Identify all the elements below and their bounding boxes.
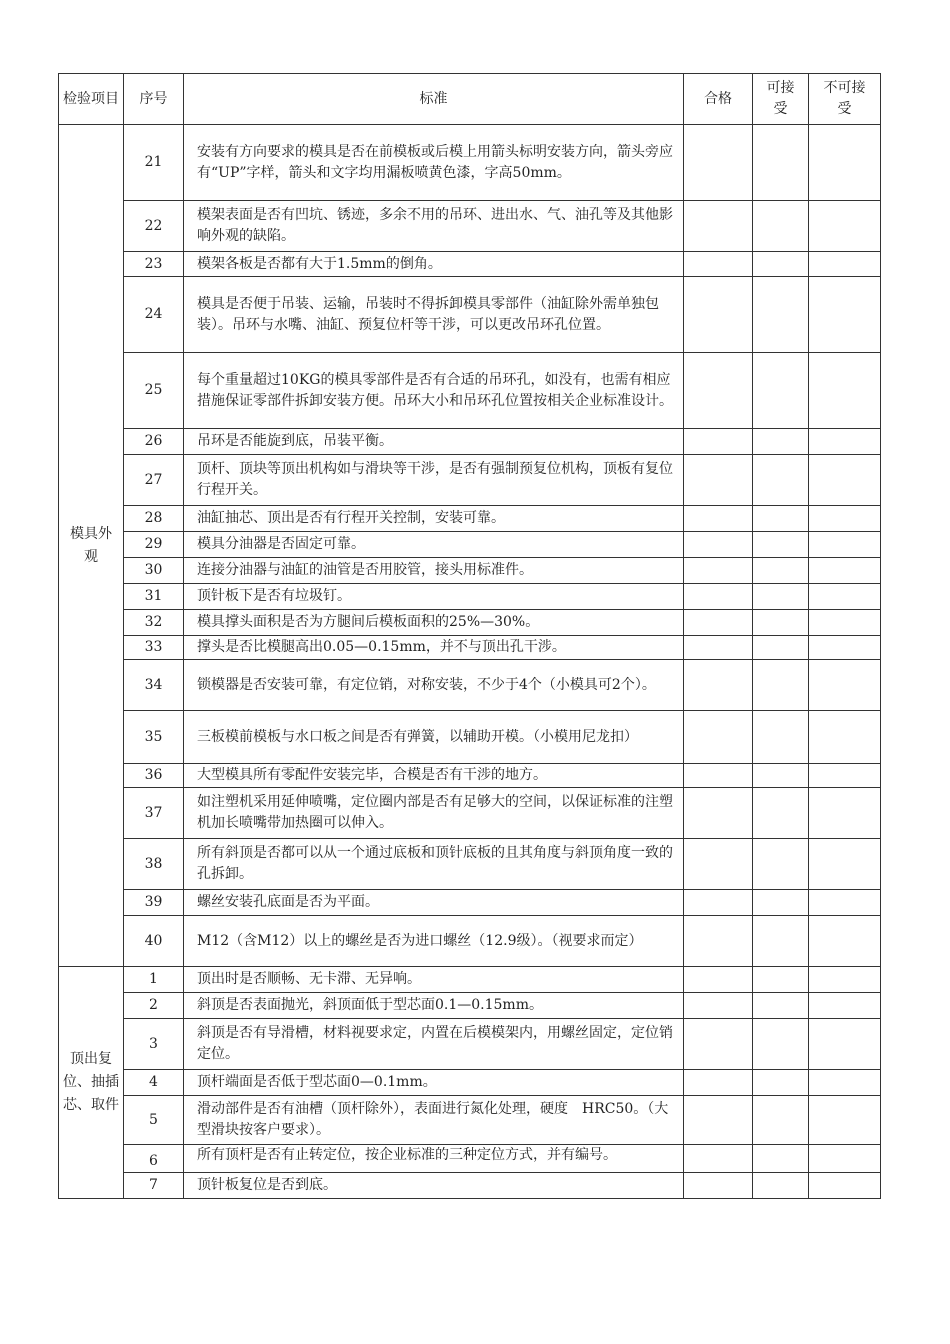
category-cell: 模具外观 — [59, 125, 124, 967]
seq-cell: 26 — [124, 429, 184, 455]
seq-cell: 2 — [124, 993, 184, 1019]
unacceptable-checkbox-cell[interactable] — [809, 890, 881, 916]
table-row — [59, 1173, 881, 1199]
table-row — [59, 916, 881, 967]
standard-cell: 安装有方向要求的模具是否在前模板或后模上用箭头标明安装方向，箭头旁应有“UP”字样，箭头和文字均用漏板喷黄色漆，字高50mm。 — [184, 125, 684, 201]
table-row — [59, 252, 881, 277]
inspection-table — [58, 73, 881, 1199]
table-row — [59, 558, 881, 584]
unacceptable-checkbox-cell[interactable] — [809, 201, 881, 252]
standard-cell: 三板模前模板与水口板之间是否有弹簧，以辅助开模。（小模用尼龙扣） — [184, 711, 684, 764]
standard-cell: 顶杆端面是否低于型芯面0—0.1mm。 — [184, 1070, 684, 1096]
acceptable-checkbox-cell[interactable] — [753, 916, 809, 967]
acceptable-checkbox-cell[interactable] — [753, 252, 809, 277]
seq-cell: 39 — [124, 890, 184, 916]
pass-checkbox-cell[interactable] — [684, 967, 753, 993]
table-row — [59, 125, 881, 201]
pass-checkbox-cell[interactable] — [684, 1096, 753, 1145]
standard-cell: 滑动部件是否有油槽（顶杆除外），表面进行氮化处理，硬度 HRC50。（大型滑块按客户要求）。 — [184, 1096, 684, 1145]
acceptable-checkbox-cell[interactable] — [753, 1019, 809, 1070]
unacceptable-checkbox-cell[interactable] — [809, 125, 881, 201]
pass-checkbox-cell[interactable] — [684, 201, 753, 252]
acceptable-checkbox-cell[interactable] — [753, 967, 809, 993]
header-seq: 序号 — [124, 74, 184, 125]
acceptable-checkbox-cell[interactable] — [753, 201, 809, 252]
acceptable-checkbox-cell[interactable] — [753, 1145, 809, 1173]
acceptable-checkbox-cell[interactable] — [753, 558, 809, 584]
seq-cell: 27 — [124, 455, 184, 506]
unacceptable-checkbox-cell[interactable] — [809, 993, 881, 1019]
seq-cell: 3 — [124, 1019, 184, 1070]
unacceptable-checkbox-cell[interactable] — [809, 1096, 881, 1145]
acceptable-checkbox-cell[interactable] — [753, 429, 809, 455]
pass-checkbox-cell[interactable] — [684, 636, 753, 660]
seq-cell: 35 — [124, 711, 184, 764]
table-row — [59, 506, 881, 532]
acceptable-checkbox-cell[interactable] — [753, 353, 809, 429]
acceptable-checkbox-cell[interactable] — [753, 125, 809, 201]
acceptable-checkbox-cell[interactable] — [753, 993, 809, 1019]
pass-checkbox-cell[interactable] — [684, 660, 753, 711]
category-cell: 顶出复位、抽插芯、取件 — [59, 967, 124, 1199]
acceptable-checkbox-cell[interactable] — [753, 506, 809, 532]
standard-cell: 每个重量超过10KG的模具零部件是否有合适的吊环孔，如没有，也需有相应措施保证零部件拆卸安装方便。吊环大小和吊环孔位置按相关企业标准设计。 — [184, 353, 684, 429]
pass-checkbox-cell[interactable] — [684, 252, 753, 277]
standard-cell: 模具撑头面积是否为方腿间后模板面积的25%—30%。 — [184, 610, 684, 636]
acceptable-checkbox-cell[interactable] — [753, 660, 809, 711]
acceptable-checkbox-cell[interactable] — [753, 455, 809, 506]
standard-cell: 吊环是否能旋到底，吊装平衡。 — [184, 429, 684, 455]
standard-cell: 顶杆、顶块等顶出机构如与滑块等干涉，是否有强制预复位机构，顶板有复位行程开关。 — [184, 455, 684, 506]
seq-cell: 34 — [124, 660, 184, 711]
acceptable-checkbox-cell[interactable] — [753, 532, 809, 558]
seq-cell: 37 — [124, 788, 184, 839]
unacceptable-checkbox-cell[interactable] — [809, 636, 881, 660]
unacceptable-checkbox-cell[interactable] — [809, 277, 881, 353]
acceptable-checkbox-cell[interactable] — [753, 1070, 809, 1096]
table-row — [59, 839, 881, 890]
table-row — [59, 660, 881, 711]
seq-cell: 6 — [124, 1145, 184, 1173]
pass-checkbox-cell[interactable] — [684, 558, 753, 584]
table-row — [59, 1070, 881, 1096]
pass-checkbox-cell[interactable] — [684, 277, 753, 353]
pass-checkbox-cell[interactable] — [684, 1019, 753, 1070]
seq-cell: 30 — [124, 558, 184, 584]
table-row — [59, 764, 881, 788]
seq-cell: 5 — [124, 1096, 184, 1145]
pass-checkbox-cell[interactable] — [684, 532, 753, 558]
unacceptable-checkbox-cell[interactable] — [809, 429, 881, 455]
unacceptable-checkbox-cell[interactable] — [809, 660, 881, 711]
pass-checkbox-cell[interactable] — [684, 1145, 753, 1173]
standard-cell: 连接分油器与油缸的油管是否用胶管，接头用标准件。 — [184, 558, 684, 584]
standard-cell: 模具分油器是否固定可靠。 — [184, 532, 684, 558]
unacceptable-checkbox-cell[interactable] — [809, 455, 881, 506]
seq-cell: 23 — [124, 252, 184, 277]
pass-checkbox-cell[interactable] — [684, 1070, 753, 1096]
header-standard: 标准 — [184, 74, 684, 125]
acceptable-checkbox-cell[interactable] — [753, 788, 809, 839]
unacceptable-checkbox-cell[interactable] — [809, 1019, 881, 1070]
pass-checkbox-cell[interactable] — [684, 125, 753, 201]
pass-checkbox-cell[interactable] — [684, 711, 753, 764]
acceptable-checkbox-cell[interactable] — [753, 277, 809, 353]
pass-checkbox-cell[interactable] — [684, 916, 753, 967]
pass-checkbox-cell[interactable] — [684, 1173, 753, 1199]
table-row — [59, 967, 881, 993]
unacceptable-checkbox-cell[interactable] — [809, 711, 881, 764]
standard-cell: 模架各板是否都有大于1.5mm的倒角。 — [184, 252, 684, 277]
table-row — [59, 788, 881, 839]
seq-cell: 1 — [124, 967, 184, 993]
standard-cell: 模架表面是否有凹坑、锈迹，多余不用的吊环、进出水、气、油孔等及其他影响外观的缺陷。 — [184, 201, 684, 252]
acceptable-checkbox-cell[interactable] — [753, 584, 809, 610]
standard-cell: 如注塑机采用延伸喷嘴，定位圈内部是否有足够大的空间，以保证标准的注塑机加长喷嘴带加热圈可以伸入。 — [184, 788, 684, 839]
standard-cell: M12（含M12）以上的螺丝是否为进口螺丝（12.9级）。（视要求而定） — [184, 916, 684, 967]
seq-cell: 28 — [124, 506, 184, 532]
unacceptable-checkbox-cell[interactable] — [809, 610, 881, 636]
standard-cell: 斜顶是否有导滑槽，材料视要求定，内置在后模模架内，用螺丝固定，定位销定位。 — [184, 1019, 684, 1070]
seq-cell: 21 — [124, 125, 184, 201]
seq-cell: 36 — [124, 764, 184, 788]
table-row — [59, 201, 881, 252]
pass-checkbox-cell[interactable] — [684, 353, 753, 429]
table-row — [59, 890, 881, 916]
seq-cell: 4 — [124, 1070, 184, 1096]
header-unacceptable: 不可接受 — [809, 74, 881, 125]
unacceptable-checkbox-cell[interactable] — [809, 839, 881, 890]
unacceptable-checkbox-cell[interactable] — [809, 1173, 881, 1199]
pass-checkbox-cell[interactable] — [684, 429, 753, 455]
acceptable-checkbox-cell[interactable] — [753, 610, 809, 636]
acceptable-checkbox-cell[interactable] — [753, 1096, 809, 1145]
table-row — [59, 636, 881, 660]
table-row — [59, 532, 881, 558]
table-row — [59, 711, 881, 764]
table-row — [59, 1096, 881, 1145]
table-row — [59, 1019, 881, 1070]
table-row — [59, 429, 881, 455]
seq-cell: 29 — [124, 532, 184, 558]
unacceptable-checkbox-cell[interactable] — [809, 1070, 881, 1096]
seq-cell: 7 — [124, 1173, 184, 1199]
standard-cell: 所有顶杆是否有止转定位，按企业标准的三种定位方式，并有编号。 — [197, 1147, 617, 1163]
table-row — [59, 1145, 881, 1173]
table-row — [59, 584, 881, 610]
pass-checkbox-cell[interactable] — [684, 993, 753, 1019]
table-row — [59, 610, 881, 636]
seq-cell: 38 — [124, 839, 184, 890]
header-item: 检验项目 — [59, 74, 124, 125]
seq-cell: 32 — [124, 610, 184, 636]
seq-cell: 22 — [124, 201, 184, 252]
seq-cell: 31 — [124, 584, 184, 610]
unacceptable-checkbox-cell[interactable] — [809, 764, 881, 788]
standard-cell: 油缸抽芯、顶出是否有行程开关控制，安装可靠。 — [184, 506, 684, 532]
acceptable-checkbox-cell[interactable] — [753, 636, 809, 660]
pass-checkbox-cell[interactable] — [684, 764, 753, 788]
standard-cell: 螺丝安装孔底面是否为平面。 — [184, 890, 684, 916]
acceptable-checkbox-cell[interactable] — [753, 1173, 809, 1199]
unacceptable-checkbox-cell[interactable] — [809, 1145, 881, 1173]
pass-checkbox-cell[interactable] — [684, 584, 753, 610]
pass-checkbox-cell[interactable] — [684, 788, 753, 839]
unacceptable-checkbox-cell[interactable] — [809, 916, 881, 967]
header-row — [59, 74, 881, 125]
standard-cell: 撑头是否比模腿高出0.05—0.15mm，并不与顶出孔干涉。 — [184, 636, 684, 660]
table-row — [59, 353, 881, 429]
header-acceptable: 可接受 — [753, 74, 809, 125]
unacceptable-checkbox-cell[interactable] — [809, 788, 881, 839]
acceptable-checkbox-cell[interactable] — [753, 890, 809, 916]
seq-cell: 25 — [124, 353, 184, 429]
pass-checkbox-cell[interactable] — [684, 839, 753, 890]
table-row — [59, 277, 881, 353]
seq-cell: 24 — [124, 277, 184, 353]
unacceptable-checkbox-cell[interactable] — [809, 252, 881, 277]
acceptable-checkbox-cell[interactable] — [753, 839, 809, 890]
pass-checkbox-cell[interactable] — [684, 610, 753, 636]
pass-checkbox-cell[interactable] — [684, 506, 753, 532]
standard-cell: 大型模具所有零配件安装完毕，合模是否有干涉的地方。 — [184, 764, 684, 788]
standard-cell: 模具是否便于吊装、运输，吊装时不得拆卸模具零部件（油缸除外需单独包装）。吊环与水嘴、油缸、预复位杆等干涉，可以更改吊环孔位置。 — [184, 277, 684, 353]
header-pass: 合格 — [684, 74, 753, 125]
unacceptable-checkbox-cell[interactable] — [809, 532, 881, 558]
pass-checkbox-cell[interactable] — [684, 890, 753, 916]
standard-cell: 所有斜顶是否都可以从一个通过底板和顶针底板的且其角度与斜顶角度一致的孔拆卸。 — [184, 839, 684, 890]
acceptable-checkbox-cell[interactable] — [753, 711, 809, 764]
table-row — [59, 993, 881, 1019]
standard-cell-clipped — [184, 1145, 684, 1173]
standard-cell: 顶出时是否顺畅、无卡滞、无异响。 — [184, 967, 684, 993]
unacceptable-checkbox-cell[interactable] — [809, 353, 881, 429]
seq-cell: 33 — [124, 636, 184, 660]
seq-cell: 40 — [124, 916, 184, 967]
unacceptable-checkbox-cell[interactable] — [809, 584, 881, 610]
table-row — [59, 455, 881, 506]
unacceptable-checkbox-cell[interactable] — [809, 967, 881, 993]
standard-cell: 顶针板复位是否到底。 — [184, 1173, 684, 1199]
acceptable-checkbox-cell[interactable] — [753, 764, 809, 788]
standard-cell: 锁模器是否安装可靠，有定位销，对称安装，不少于4个（小模具可2个）。 — [184, 660, 684, 711]
pass-checkbox-cell[interactable] — [684, 455, 753, 506]
standard-cell: 斜顶是否表面抛光，斜顶面低于型芯面0.1—0.15mm。 — [184, 993, 684, 1019]
standard-cell: 顶针板下是否有垃圾钉。 — [184, 584, 684, 610]
unacceptable-checkbox-cell[interactable] — [809, 558, 881, 584]
unacceptable-checkbox-cell[interactable] — [809, 506, 881, 532]
